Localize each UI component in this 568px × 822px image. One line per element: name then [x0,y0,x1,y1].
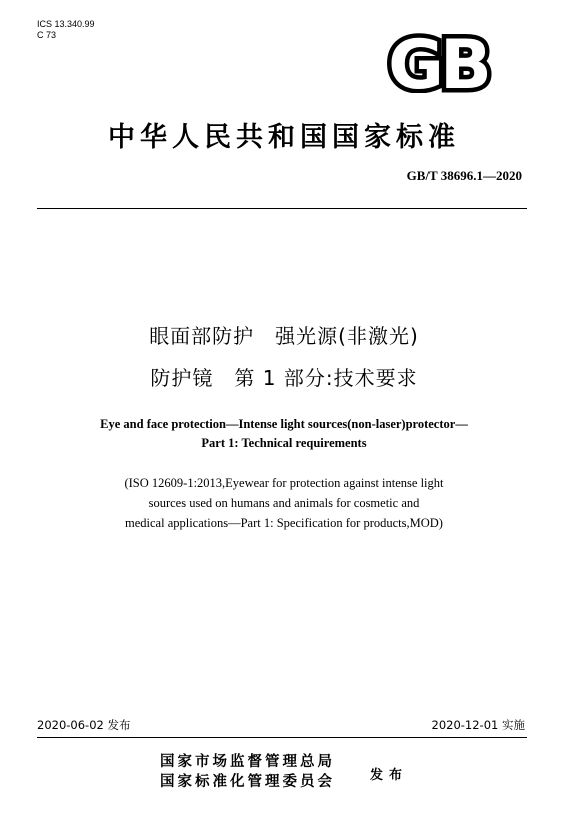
issuing-authorities [160,752,335,792]
title-cn-line1: 眼面部防护 强光源(非激光) [149,324,419,348]
bottom-divider [37,737,527,738]
adoption-line3: medical applications—Part 1: Specification for products,MOD) [125,516,443,530]
standard-number: GB/T 38696.1—2020 [406,168,522,183]
issuer-line2: 国家标准化管理委员会 [160,773,335,790]
publish-date: 2020-06-02 发布 [37,718,131,732]
adoption-statement [0,473,568,533]
ics-code: ICS 13.340.99 [37,19,95,29]
national-standard-title: 中华人民共和国国家标准 [108,122,460,153]
title-en-line2: Part 1: Technical requirements [201,436,367,450]
ccs-code: C 73 [37,30,57,40]
gb-logo-text: GB [388,33,488,93]
implement-date: 2020-12-01 实施 [431,718,525,732]
adoption-line1: (ISO 12609-1:2013,Eyewear for protection against intense light [124,476,444,490]
publish-label: 发布 [370,768,409,783]
issuer-line1: 国家市场监督管理总局 [160,753,335,770]
title-cn-line2: 防护镜 第 1 部分:技术要求 [150,366,418,390]
classification-codes [37,19,95,41]
top-divider [37,208,527,209]
adoption-line2: sources used on humans and animals for cosmetic and [148,496,420,510]
gb-logo [374,33,502,93]
title-en-line1: Eye and face protection—Intense light sources(non-laser)protector— [100,417,468,431]
